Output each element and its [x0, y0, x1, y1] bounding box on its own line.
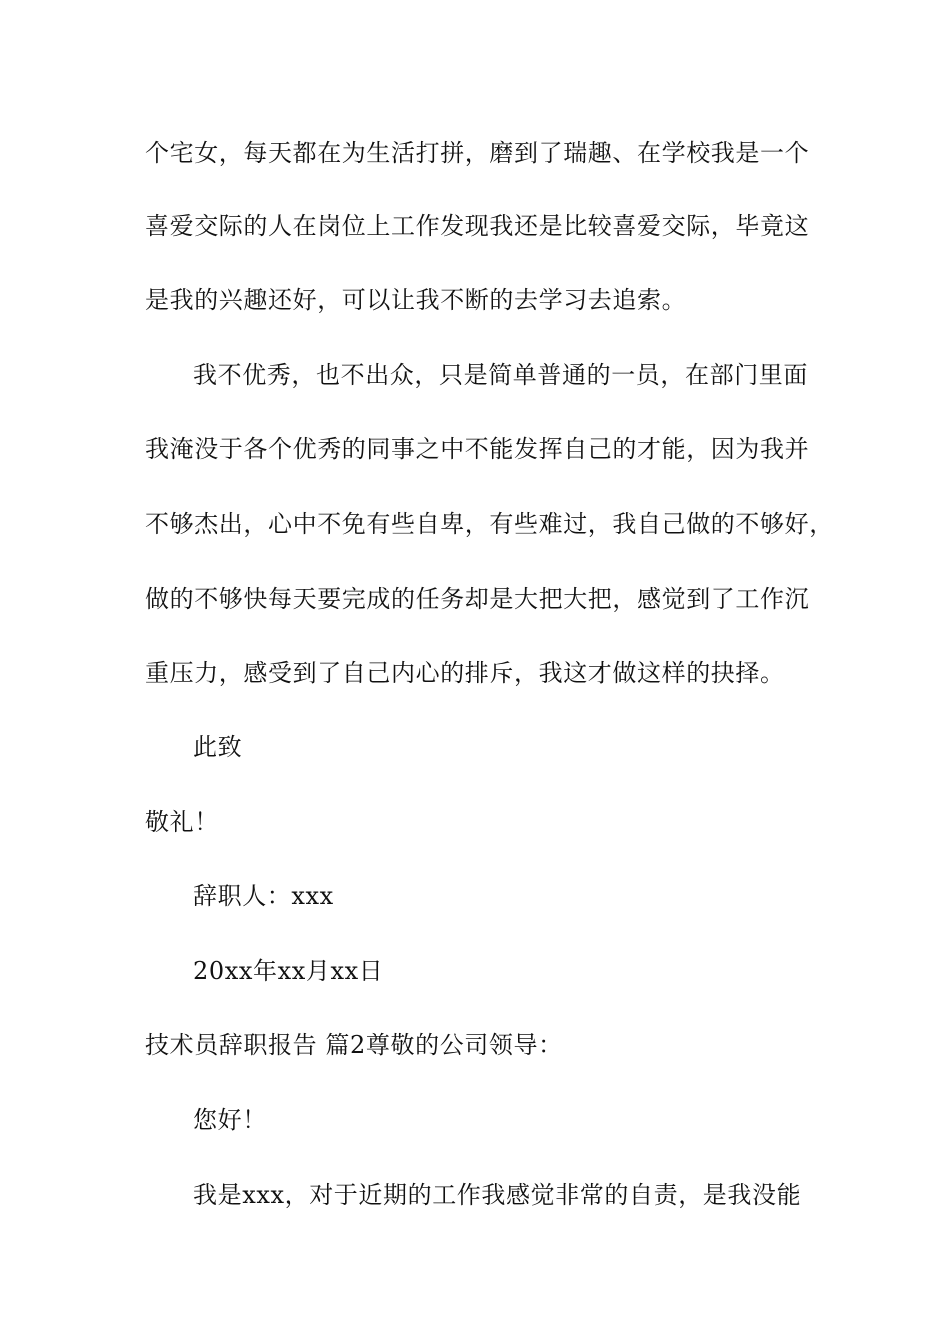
- signature-line: 辞职人：xxx: [193, 882, 334, 910]
- paragraph-line: 重压力，感受到了自己内心的排斥，我这才做这样的抉择。: [145, 659, 785, 687]
- paragraph-line: 是我的兴趣还好，可以让我不断的去学习去追索。: [145, 286, 687, 314]
- greeting: 您好！: [193, 1106, 267, 1134]
- paragraph-line: 做的不够快每天要完成的任务却是大把大把，感觉到了工作沉: [145, 585, 810, 613]
- salutation: 敬礼！: [145, 808, 219, 836]
- section-heading: 技术员辞职报告 篇2尊敬的公司领导：: [145, 1031, 563, 1059]
- date-line: 20xx年xx月xx日: [193, 957, 384, 985]
- paragraph-line: 我是xxx，对于近期的工作我感觉非常的自责，是我没能: [193, 1181, 802, 1209]
- paragraph-line: 喜爱交际的人在岗位上工作发现我还是比较喜爱交际，毕竟这: [145, 212, 810, 240]
- closing-phrase: 此致: [193, 733, 243, 761]
- paragraph-line: 我淹没于各个优秀的同事之中不能发挥自己的才能，因为我并: [145, 435, 810, 463]
- paragraph-line: 不够杰出，心中不免有些自卑，有些难过，我自己做的不够好，: [145, 510, 834, 538]
- paragraph-line: 我不优秀，也不出众，只是简单普通的一员，在部门里面: [193, 361, 808, 389]
- paragraph-line: 个宅女，每天都在为生活打拼，磨到了瑞趣、在学校我是一个: [145, 139, 810, 167]
